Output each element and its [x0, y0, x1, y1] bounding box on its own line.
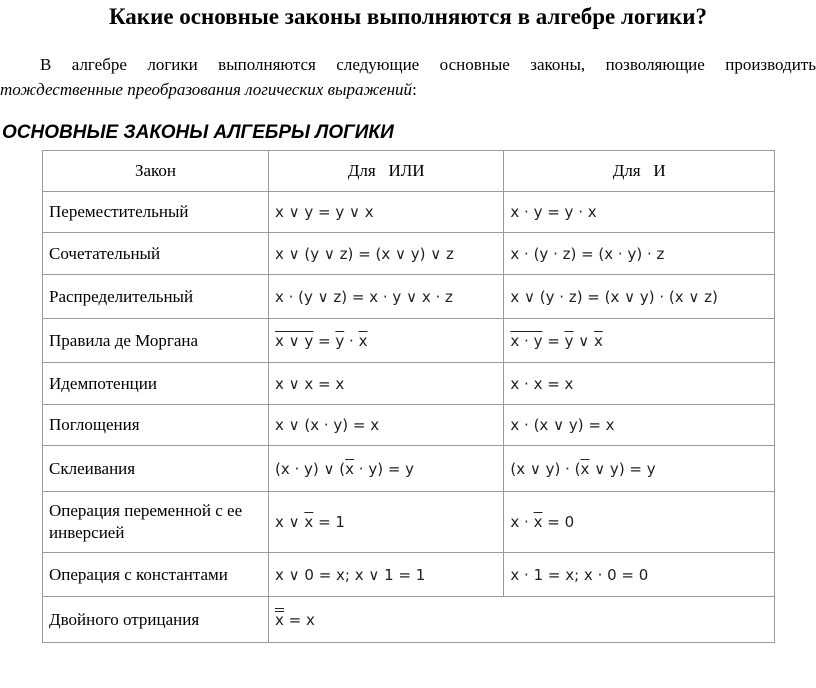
table-header-row — [43, 151, 775, 192]
formula-and: x · 1 = x; x · 0 = 0 — [504, 553, 775, 597]
law-name: Операция переменной с ее инверсией — [43, 492, 269, 553]
laws-table — [42, 150, 775, 643]
header-and: Для И — [504, 151, 775, 192]
law-name: Идемпотенции — [43, 363, 269, 405]
formula-or: x ∨ y = y ∨ x — [269, 192, 504, 233]
formula-double-negation: x = x — [269, 597, 775, 643]
page-title: Какие основные законы выполняются в алгебре логики? — [108, 4, 708, 29]
formula-and: x · x = x — [504, 363, 775, 405]
formula-or: x ∨ (x · y) = x — [269, 405, 504, 446]
table-row — [43, 597, 775, 643]
table-row — [43, 319, 775, 363]
intro-colon: : — [412, 80, 417, 99]
law-name: Сочетательный — [43, 233, 269, 275]
formula-or: (x · y) ∨ $(\overline{x} \cdot y) = y$ — [269, 446, 504, 492]
formula-or: x ∨ $\overline{x} = 1$ — [269, 492, 504, 553]
header-law: Закон — [43, 151, 269, 192]
law-name: Переместительный — [43, 192, 269, 233]
intro-paragraph — [0, 52, 816, 102]
table-row — [43, 363, 775, 405]
table-row — [43, 233, 775, 275]
formula-or: x ∨ (y ∨ z) = (x ∨ y) ∨ z — [269, 233, 504, 275]
law-name: Двойного отрицания — [43, 597, 269, 643]
formula-or: x ∨ $y = \overline{y} \cdot \overline{x}$ — [269, 319, 504, 363]
formula-and: x · y = y · x — [504, 192, 775, 233]
table-row — [43, 553, 775, 597]
law-name: Поглощения — [43, 405, 269, 446]
section-heading: ОСНОВНЫЕ ЗАКОНЫ АЛГЕБРЫ ЛОГИКИ — [2, 122, 394, 143]
formula-or: x · (y ∨ z) = x · y ∨ x · z — [269, 275, 504, 319]
formula-or: x ∨ x = x — [269, 363, 504, 405]
formula-and: $x \cdot y = \overline{y}$ ∨ $\overline{x}$ — [504, 319, 775, 363]
formula-and: x · (y · z) = (x · y) · z — [504, 233, 775, 275]
law-name: Операция с константами — [43, 553, 269, 597]
formula-and: x ∨ (y · z) = (x ∨ y) · (x ∨ z) — [504, 275, 775, 319]
intro-line-2 — [0, 77, 816, 102]
table-row — [43, 492, 775, 553]
table-row — [43, 405, 775, 446]
table-row — [43, 275, 775, 319]
intro-line-1: В алгебре логики выполняются следующие основные законы, позволяющие производить — [40, 55, 816, 74]
header-or: Для ИЛИ — [269, 151, 504, 192]
law-name: Правила де Моргана — [43, 319, 269, 363]
table-row — [43, 446, 775, 492]
law-name: Склеивания — [43, 446, 269, 492]
law-name: Распределительный — [43, 275, 269, 319]
formula-and: (x ∨ $y) \cdot (\overline{x}$ ∨ y) = y — [504, 446, 775, 492]
formula-and: $x \cdot \overline{x} = 0$ — [504, 492, 775, 553]
intro-italic-phrase: тождественные преобразования логических выражений — [0, 80, 413, 99]
table-row — [43, 192, 775, 233]
formula-or: x ∨ 0 = x; x ∨ 1 = 1 — [269, 553, 504, 597]
formula-and: x · (x ∨ y) = x — [504, 405, 775, 446]
